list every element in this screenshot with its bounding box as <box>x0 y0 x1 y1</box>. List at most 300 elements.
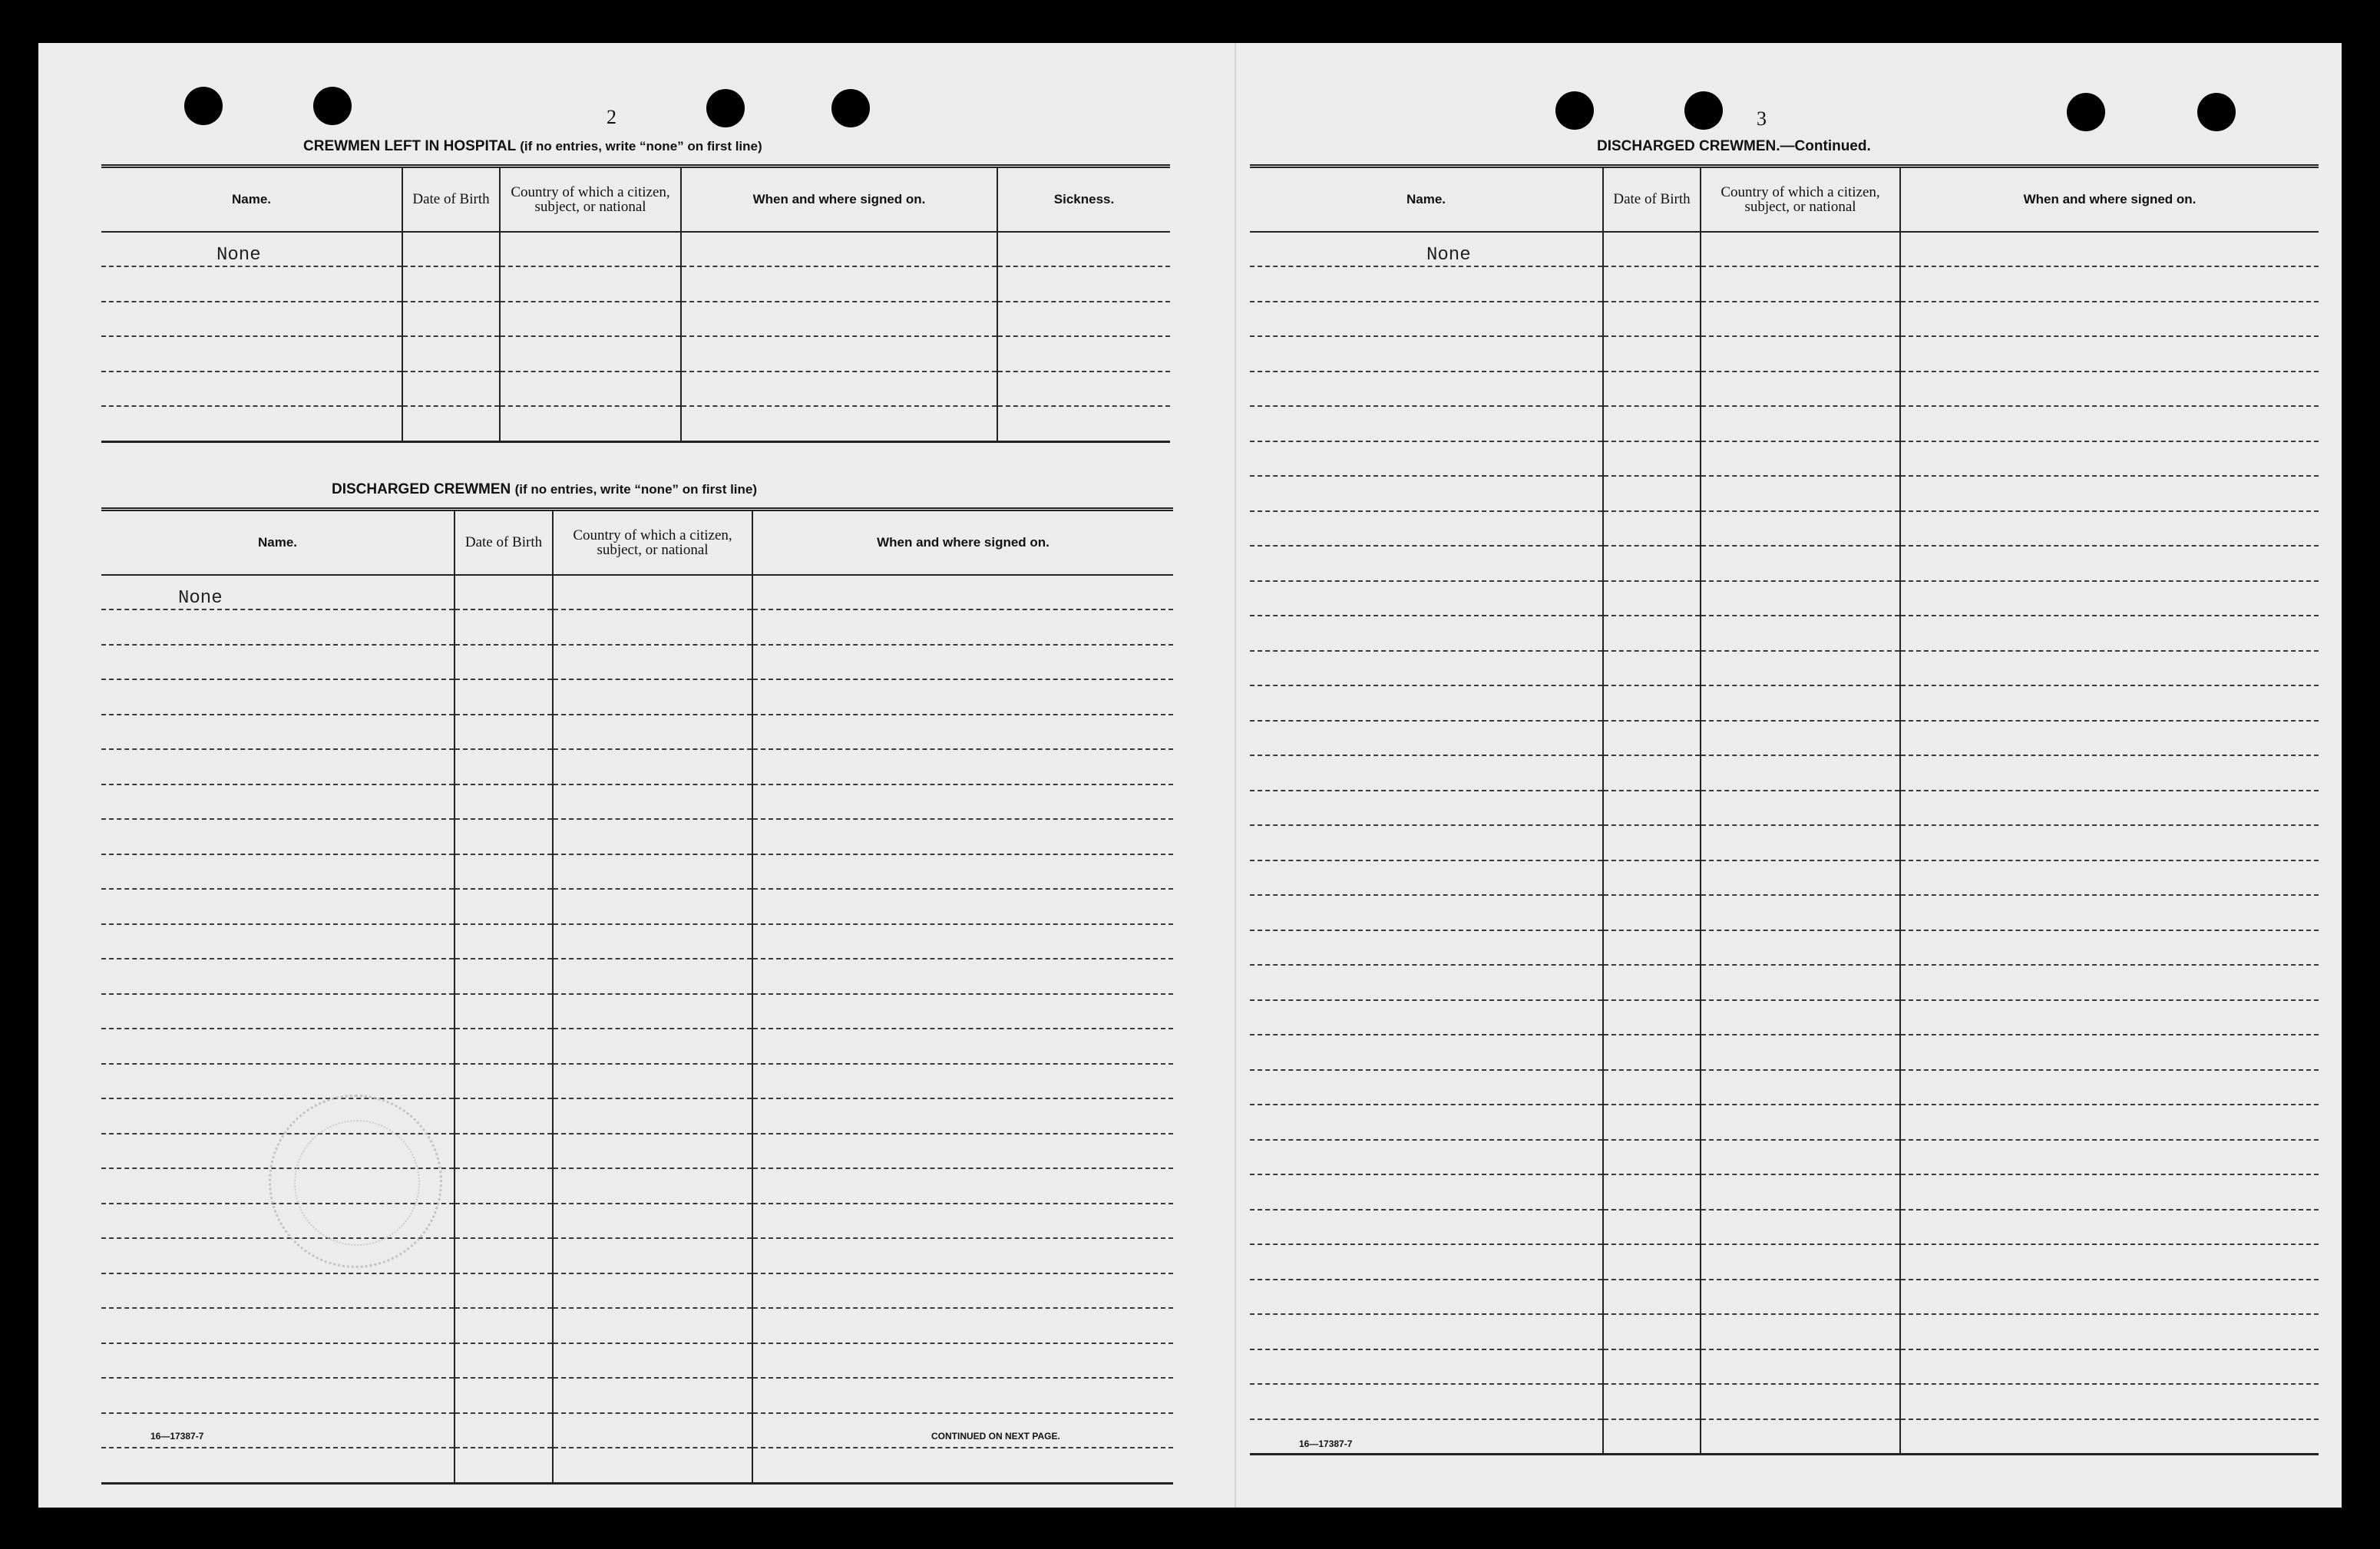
discharged-title: DISCHARGED CREWMEN <box>332 481 511 497</box>
table-row <box>1250 791 2319 826</box>
table-row <box>101 994 1173 1029</box>
entry-cell <box>1603 1244 1701 1280</box>
table-row <box>101 609 1173 645</box>
discharged-continued-table <box>1250 164 2319 1455</box>
entry-cell <box>1250 685 1603 721</box>
entry-cell <box>752 749 1173 784</box>
entry-cell <box>1250 476 1603 511</box>
entry-cell <box>101 266 402 302</box>
entry-cell <box>101 302 402 337</box>
entry-cell <box>553 959 752 994</box>
entry-cell <box>553 1098 752 1134</box>
entry-cell <box>1701 1314 1900 1349</box>
entry-cell <box>1900 476 2319 511</box>
entry-cell <box>455 959 553 994</box>
entry-cell <box>1250 1210 1603 1245</box>
entry-cell <box>752 959 1173 994</box>
entry-cell <box>1900 791 2319 826</box>
entry-cell <box>997 372 1170 407</box>
entry-cell <box>500 336 681 372</box>
entry-cell <box>1701 336 1900 372</box>
entry-cell <box>1250 336 1603 372</box>
entry-cell <box>1250 1105 1603 1140</box>
entry-cell <box>1900 755 2319 791</box>
table-row <box>1250 441 2319 477</box>
entry-cell <box>1603 721 1701 756</box>
entry-cell <box>553 1448 752 1483</box>
entry-cell <box>101 924 455 959</box>
entry-cell <box>1603 895 1701 930</box>
entry-cell <box>1250 895 1603 930</box>
entry-cell <box>1250 266 1603 302</box>
table-row <box>1250 616 2319 651</box>
column-header-name: Name. <box>1250 167 1603 232</box>
entry-cell <box>752 645 1173 680</box>
entry-cell <box>1603 1000 1701 1035</box>
entry-cell <box>455 575 553 610</box>
entry-cell <box>997 232 1170 267</box>
entry-cell <box>1701 302 1900 337</box>
entry-cell <box>1900 825 2319 860</box>
entry-cell <box>752 1029 1173 1064</box>
column-header-country: Country of which a citizen, subject, or national <box>500 167 681 232</box>
column-header-country: Country of which a citizen, subject, or national <box>553 510 752 575</box>
entry-cell <box>1250 1384 1603 1419</box>
entry-cell <box>1900 1314 2319 1349</box>
entry-cell <box>402 302 500 337</box>
entry-cell <box>1701 755 1900 791</box>
entry-cell <box>553 1378 752 1413</box>
table-row <box>101 1168 1173 1204</box>
entry-cell <box>101 1273 455 1309</box>
entry-cell <box>1900 1174 2319 1210</box>
entry-cell <box>752 784 1173 820</box>
entry-cell <box>101 645 455 680</box>
entry-name: None <box>101 232 402 267</box>
entry-cell <box>752 889 1173 924</box>
entry-cell <box>752 575 1173 610</box>
entry-cell <box>1250 302 1603 337</box>
entry-cell <box>1900 302 2319 337</box>
entry-cell <box>500 302 681 337</box>
column-header-when-where: When and where signed on. <box>681 167 997 232</box>
column-header-name: Name. <box>101 167 402 232</box>
table-row <box>1250 511 2319 547</box>
punch-hole <box>184 87 223 125</box>
entry-cell <box>1603 825 1701 860</box>
entry-cell <box>1603 1105 1701 1140</box>
entry-cell <box>1250 791 1603 826</box>
table-row <box>101 645 1173 680</box>
table-row <box>1250 930 2319 966</box>
entry-cell <box>101 1378 455 1413</box>
entry-cell <box>1250 930 1603 966</box>
entry-cell <box>553 1413 752 1448</box>
entry-cell <box>752 924 1173 959</box>
entry-cell <box>1250 1000 1603 1035</box>
entry-cell <box>681 232 997 267</box>
entry-cell <box>1250 965 1603 1000</box>
entry-cell <box>752 679 1173 715</box>
entry-cell <box>1250 860 1603 896</box>
entry-cell <box>1603 930 1701 966</box>
entry-cell <box>455 715 553 750</box>
entry-cell <box>1900 965 2319 1000</box>
entry-cell <box>101 715 455 750</box>
table-row <box>101 1343 1173 1379</box>
entry-cell <box>455 994 553 1029</box>
entry-cell <box>101 372 402 407</box>
entry-cell <box>752 1204 1173 1239</box>
entry-cell <box>500 406 681 441</box>
entry-cell <box>101 1308 455 1343</box>
page-number: 2 <box>607 106 616 128</box>
entry-cell <box>752 609 1173 645</box>
entry-cell <box>455 1204 553 1239</box>
table-row <box>101 1134 1173 1169</box>
entry-cell <box>1250 825 1603 860</box>
table-row <box>101 302 1170 337</box>
entry-cell <box>553 645 752 680</box>
punch-hole <box>831 89 870 127</box>
entry-cell <box>402 372 500 407</box>
punch-hole <box>1684 91 1723 130</box>
entry-cell <box>1701 581 1900 616</box>
entry-cell <box>1701 791 1900 826</box>
column-header-sickness: Sickness. <box>997 167 1170 232</box>
entry-cell <box>1900 1210 2319 1245</box>
form-number: 16—17387-7 <box>150 1431 204 1442</box>
entry-cell <box>1701 1210 1900 1245</box>
entry-cell <box>402 266 500 302</box>
entry-name: None <box>1250 232 1603 267</box>
entry-cell <box>1603 791 1701 826</box>
table-row <box>101 1064 1173 1099</box>
page-number: 3 <box>1757 107 1767 130</box>
entry-cell <box>1603 651 1701 686</box>
table-row <box>1250 1349 2319 1385</box>
entry-cell <box>1900 581 2319 616</box>
entry-cell <box>1701 1035 1900 1070</box>
entry-cell <box>1900 441 2319 477</box>
entry-cell <box>402 406 500 441</box>
entry-cell <box>1250 651 1603 686</box>
table-row <box>1250 965 2319 1000</box>
entry-cell <box>1701 965 1900 1000</box>
entry-cell <box>553 1273 752 1309</box>
table-row <box>1250 232 2319 267</box>
entry-cell <box>1701 685 1900 721</box>
entry-cell <box>553 1029 752 1064</box>
entry-cell <box>752 1378 1173 1413</box>
table-row <box>1250 1419 2319 1455</box>
entry-cell <box>1900 860 2319 896</box>
entry-cell <box>1250 1035 1603 1070</box>
form-sheet <box>38 43 2342 1508</box>
entry-cell <box>1603 511 1701 547</box>
entry-cell <box>1250 1174 1603 1210</box>
table-row <box>1250 581 2319 616</box>
entry-cell <box>455 1413 553 1448</box>
entry-cell <box>1250 1070 1603 1105</box>
entry-cell <box>553 1308 752 1343</box>
entry-cell <box>455 749 553 784</box>
entry-cell <box>455 679 553 715</box>
punch-hole <box>1555 91 1594 130</box>
table-row <box>1250 755 2319 791</box>
entry-cell <box>101 679 455 715</box>
entry-cell <box>500 266 681 302</box>
column-header-name: Name. <box>101 510 455 575</box>
entry-cell <box>681 266 997 302</box>
entry-cell <box>101 994 455 1029</box>
entry-cell <box>1603 860 1701 896</box>
table-row <box>101 749 1173 784</box>
table-row <box>1250 1035 2319 1070</box>
entry-cell <box>997 266 1170 302</box>
table-row <box>101 1029 1173 1064</box>
entry-cell <box>1900 511 2319 547</box>
entry-cell <box>402 232 500 267</box>
entry-cell <box>752 819 1173 854</box>
entry-cell <box>1900 930 2319 966</box>
punch-hole <box>2197 93 2236 131</box>
table-row <box>101 1448 1173 1483</box>
entry-cell <box>1250 441 1603 477</box>
entry-cell <box>1900 1384 2319 1419</box>
entry-cell <box>1900 721 2319 756</box>
entry-cell <box>1701 1244 1900 1280</box>
entry-cell <box>1603 1174 1701 1210</box>
entry-cell <box>500 232 681 267</box>
entry-cell <box>1603 1280 1701 1315</box>
table-row <box>101 1098 1173 1134</box>
table-row <box>101 784 1173 820</box>
entry-cell <box>1603 336 1701 372</box>
table-row <box>101 336 1170 372</box>
entry-cell <box>1603 965 1701 1000</box>
entry-cell <box>553 1204 752 1239</box>
faded-stamp <box>269 1095 442 1268</box>
entry-cell <box>1603 266 1701 302</box>
entry-cell <box>1250 755 1603 791</box>
entry-cell <box>1603 1314 1701 1349</box>
table-row <box>1250 825 2319 860</box>
entry-cell <box>1701 1174 1900 1210</box>
entry-cell <box>681 302 997 337</box>
entry-cell <box>1701 1419 1900 1455</box>
entry-cell <box>1603 1210 1701 1245</box>
entry-cell <box>455 784 553 820</box>
entry-cell <box>455 1238 553 1273</box>
entry-cell <box>1250 1244 1603 1280</box>
table-row <box>1250 1384 2319 1419</box>
table-row <box>101 1273 1173 1309</box>
entry-cell <box>1701 1070 1900 1105</box>
column-header-dob: Date of Birth <box>402 167 500 232</box>
entry-cell <box>1900 1280 2319 1315</box>
entry-cell <box>1701 930 1900 966</box>
punch-hole <box>2067 93 2105 131</box>
entry-cell <box>752 1098 1173 1134</box>
page-fold <box>1235 43 1236 1508</box>
entry-cell <box>455 854 553 890</box>
entry-cell <box>1900 895 2319 930</box>
column-header-dob: Date of Birth <box>1603 167 1701 232</box>
entry-cell <box>101 1064 455 1099</box>
entry-cell <box>681 372 997 407</box>
entry-cell <box>1250 1140 1603 1175</box>
entry-cell <box>1701 721 1900 756</box>
column-header-when-where: When and where signed on. <box>1900 167 2319 232</box>
entry-cell <box>553 749 752 784</box>
entry-cell <box>455 609 553 645</box>
entry-cell <box>1603 1140 1701 1175</box>
table-row <box>101 715 1173 750</box>
entry-cell <box>1701 860 1900 896</box>
entry-cell <box>1701 1105 1900 1140</box>
table-row <box>1250 1210 2319 1245</box>
entry-cell <box>553 889 752 924</box>
table-row <box>101 372 1170 407</box>
entry-cell <box>1900 651 2319 686</box>
entry-cell <box>1701 441 1900 477</box>
table-row <box>1250 1174 2319 1210</box>
punch-hole <box>313 87 352 125</box>
entry-cell <box>101 609 455 645</box>
entry-cell <box>1250 546 1603 581</box>
table-row <box>1250 651 2319 686</box>
entry-cell <box>553 819 752 854</box>
entry-cell <box>1250 1314 1603 1349</box>
table-row <box>1250 721 2319 756</box>
entry-cell <box>1603 372 1701 407</box>
entry-cell <box>1900 1070 2319 1105</box>
entry-cell <box>101 336 402 372</box>
entry-cell <box>455 1308 553 1343</box>
discharged-note: (if no entries, write “none” on first line) <box>514 482 758 497</box>
entry-cell <box>1603 406 1701 441</box>
entry-cell <box>101 1029 455 1064</box>
table-row <box>101 575 1173 610</box>
table-row <box>101 1378 1173 1413</box>
entry-cell <box>553 679 752 715</box>
table-row <box>1250 406 2319 441</box>
entry-cell <box>1250 581 1603 616</box>
entry-cell <box>1701 1349 1900 1385</box>
entry-cell <box>1900 1244 2319 1280</box>
entry-cell <box>1250 406 1603 441</box>
entry-cell <box>997 336 1170 372</box>
entry-cell <box>101 749 455 784</box>
entry-cell <box>1900 1140 2319 1175</box>
entry-cell <box>997 406 1170 441</box>
entry-cell <box>681 406 997 441</box>
entry-cell <box>752 1448 1173 1483</box>
entry-cell <box>1900 616 2319 651</box>
hospital-title: CREWMEN LEFT IN HOSPITAL <box>303 138 516 154</box>
table-row <box>101 959 1173 994</box>
table-row <box>1250 860 2319 896</box>
table-row <box>101 854 1173 890</box>
entry-cell <box>1900 1035 2319 1070</box>
table-row <box>101 406 1170 441</box>
table-row <box>1250 476 2319 511</box>
entry-cell <box>455 1343 553 1379</box>
table-row <box>101 679 1173 715</box>
entry-cell <box>1603 1384 1701 1419</box>
punch-hole <box>706 89 745 127</box>
entry-cell <box>752 1134 1173 1169</box>
entry-cell <box>101 1448 455 1483</box>
entry-cell <box>553 715 752 750</box>
entry-cell <box>1603 1070 1701 1105</box>
entry-cell <box>1701 511 1900 547</box>
table-row <box>1250 302 2319 337</box>
table-row <box>1250 1314 2319 1349</box>
entry-cell <box>1900 406 2319 441</box>
entry-cell <box>1701 546 1900 581</box>
entry-cell <box>101 406 402 441</box>
column-header-when-where: When and where signed on. <box>752 510 1173 575</box>
entry-cell <box>1603 1419 1701 1455</box>
entry-cell <box>101 784 455 820</box>
entry-cell <box>455 819 553 854</box>
entry-cell <box>101 959 455 994</box>
entry-cell <box>1603 302 1701 337</box>
entry-cell <box>1900 266 2319 302</box>
entry-cell <box>1701 1000 1900 1035</box>
entry-cell <box>1603 685 1701 721</box>
entry-cell <box>455 1134 553 1169</box>
table-row <box>1250 336 2319 372</box>
entry-cell <box>1603 581 1701 616</box>
entry-cell <box>1701 476 1900 511</box>
table-row <box>1250 895 2319 930</box>
entry-cell <box>1701 1384 1900 1419</box>
entry-cell <box>455 1168 553 1204</box>
entry-cell <box>1701 895 1900 930</box>
entry-cell <box>1603 546 1701 581</box>
table-row <box>1250 1244 2319 1280</box>
table-row <box>1250 546 2319 581</box>
entry-cell <box>553 1134 752 1169</box>
entry-cell <box>455 1273 553 1309</box>
table-row <box>101 889 1173 924</box>
entry-cell <box>553 994 752 1029</box>
entry-cell <box>1250 372 1603 407</box>
entry-cell <box>752 1273 1173 1309</box>
entry-cell <box>1603 441 1701 477</box>
table-row <box>1250 1105 2319 1140</box>
entry-cell <box>455 645 553 680</box>
table-row <box>101 1308 1173 1343</box>
entry-cell <box>500 372 681 407</box>
entry-cell <box>1900 1349 2319 1385</box>
discharged-table <box>101 507 1173 1485</box>
entry-cell <box>1603 232 1701 267</box>
entry-cell <box>1900 232 2319 267</box>
table-row <box>101 266 1170 302</box>
entry-cell <box>1250 1349 1603 1385</box>
entry-cell <box>402 336 500 372</box>
hospital-table <box>101 164 1170 443</box>
column-header-dob: Date of Birth <box>455 510 553 575</box>
table-row <box>1250 685 2319 721</box>
entry-cell <box>455 1378 553 1413</box>
entry-cell <box>1900 1105 2319 1140</box>
entry-cell <box>1701 1140 1900 1175</box>
